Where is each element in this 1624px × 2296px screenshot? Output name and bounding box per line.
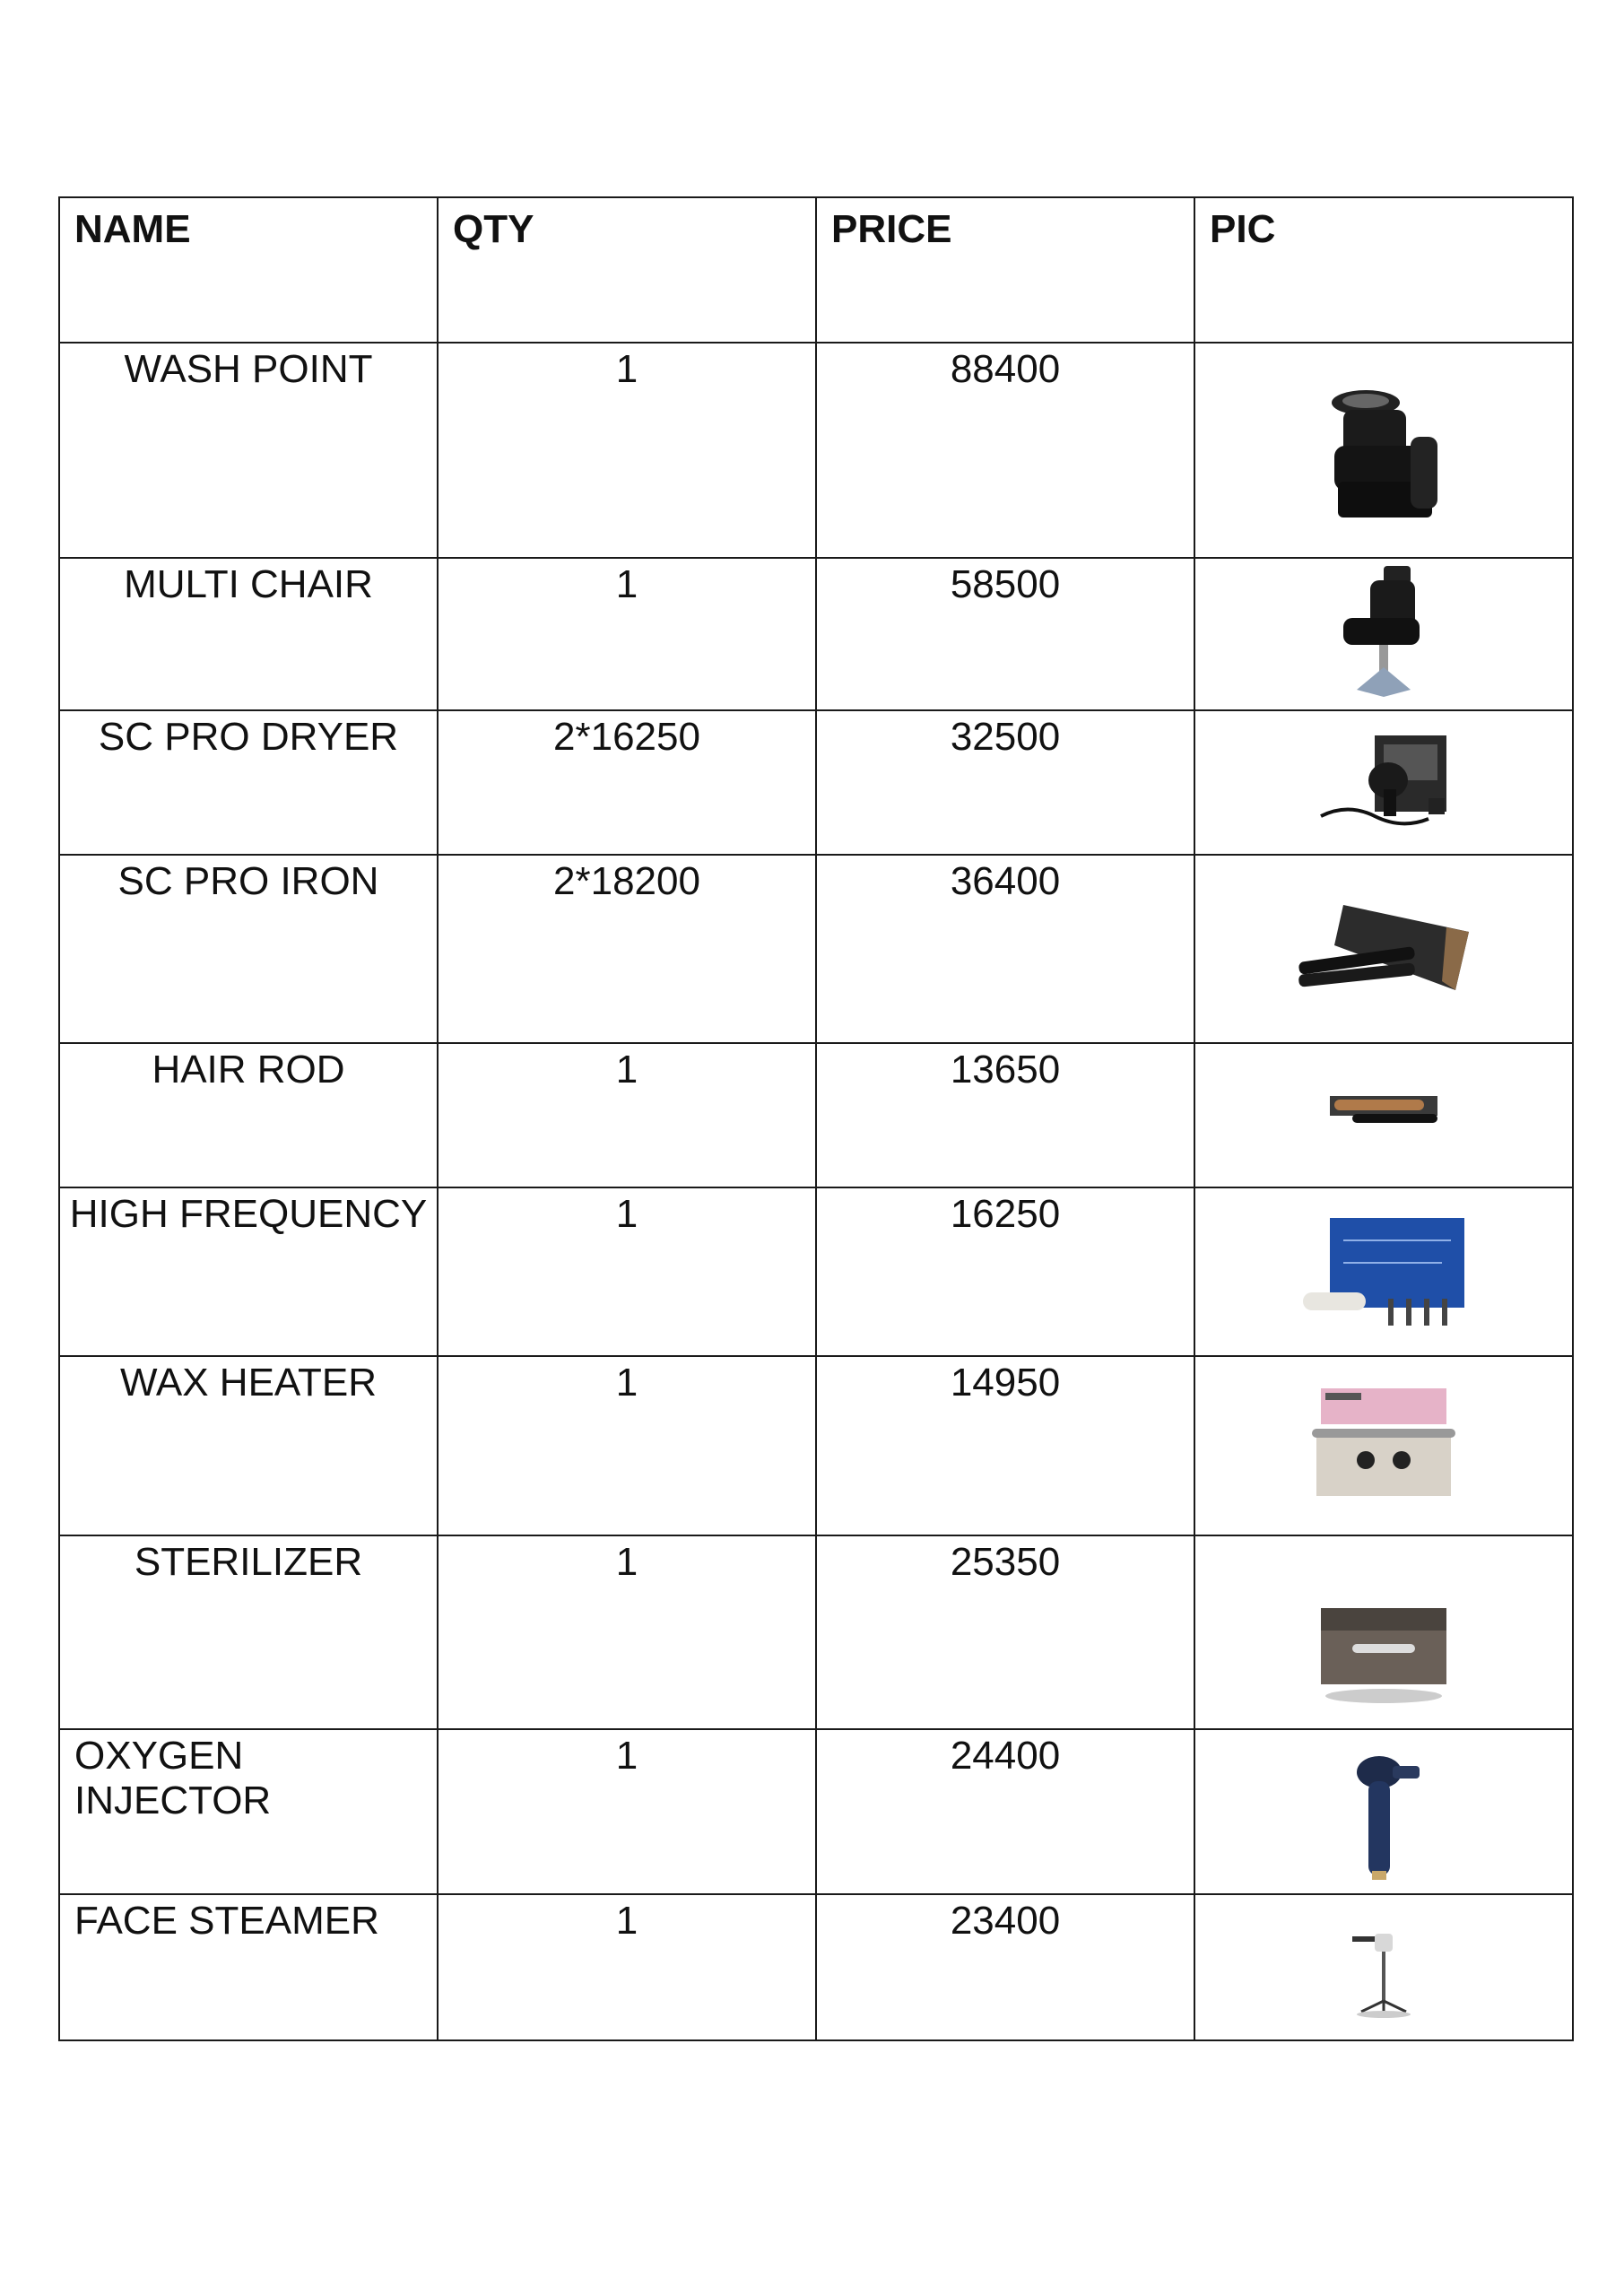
item-name: HAIR ROD: [59, 1043, 438, 1187]
sterilizer-icon: [1316, 1599, 1451, 1707]
item-pic: [1194, 343, 1573, 558]
item-price: 58500: [816, 558, 1194, 710]
item-name: FACE STEAMER: [59, 1894, 438, 2040]
item-price: 23400: [816, 1894, 1194, 2040]
item-pic: [1194, 855, 1573, 1043]
item-qty: 1: [438, 1894, 816, 2040]
header-price: PRICE: [816, 197, 1194, 343]
table-row: [59, 710, 1573, 855]
item-pic: [1194, 1356, 1573, 1535]
table-row: [59, 1187, 1573, 1356]
wax-heater-icon: [1307, 1384, 1460, 1500]
item-pic: [1194, 1043, 1573, 1187]
table-row: [59, 558, 1573, 710]
item-name: SC PRO DRYER: [59, 710, 438, 855]
table-row: [59, 1894, 1573, 2040]
item-qty: 1: [438, 1043, 816, 1187]
item-qty: 1: [438, 1535, 816, 1729]
item-pic: [1194, 1729, 1573, 1894]
item-qty: 2*18200: [438, 855, 816, 1043]
item-qty: 1: [438, 1356, 816, 1535]
curling-rod-icon: [1325, 1087, 1442, 1132]
table-row: [59, 1043, 1573, 1187]
item-name: SC PRO IRON: [59, 855, 438, 1043]
table-row: [59, 343, 1573, 558]
item-pic: [1194, 1894, 1573, 2040]
item-name: OXYGEN INJECTOR: [59, 1729, 438, 1894]
item-price: 88400: [816, 343, 1194, 558]
wash-point-chair-icon: [1325, 383, 1442, 526]
item-pic: [1194, 710, 1573, 855]
hair-iron-icon: [1294, 891, 1473, 999]
oxygen-injector-icon: [1343, 1750, 1424, 1884]
item-price: 32500: [816, 710, 1194, 855]
table-row: [59, 1535, 1573, 1729]
header-row: [59, 197, 1573, 343]
item-name: HIGH FREQUENCY: [59, 1187, 438, 1356]
header-qty: QTY: [438, 197, 816, 343]
item-name: WASH POINT: [59, 343, 438, 558]
item-price: 16250: [816, 1187, 1194, 1356]
face-steamer-icon: [1348, 1929, 1420, 2019]
item-qty: 2*16250: [438, 710, 816, 855]
item-price: 13650: [816, 1043, 1194, 1187]
item-price: 14950: [816, 1356, 1194, 1535]
item-price: 25350: [816, 1535, 1194, 1729]
item-name: WAX HEATER: [59, 1356, 438, 1535]
header-name: NAME: [59, 197, 438, 343]
item-qty: 1: [438, 343, 816, 558]
item-price: 36400: [816, 855, 1194, 1043]
item-name: STERILIZER: [59, 1535, 438, 1729]
high-frequency-kit-icon: [1298, 1213, 1469, 1330]
item-qty: 1: [438, 1187, 816, 1356]
item-name: MULTI CHAIR: [59, 558, 438, 710]
price-table: [58, 196, 1574, 2041]
salon-chair-icon: [1334, 564, 1433, 699]
table-row: [59, 1356, 1573, 1535]
table-row: [59, 855, 1573, 1043]
item-pic: [1194, 1535, 1573, 1729]
item-price: 24400: [816, 1729, 1194, 1894]
item-pic: [1194, 1187, 1573, 1356]
item-pic: [1194, 558, 1573, 710]
item-qty: 1: [438, 558, 816, 710]
hair-dryer-icon: [1312, 731, 1455, 830]
item-qty: 1: [438, 1729, 816, 1894]
header-pic: PIC: [1194, 197, 1573, 343]
table-row: [59, 1729, 1573, 1894]
